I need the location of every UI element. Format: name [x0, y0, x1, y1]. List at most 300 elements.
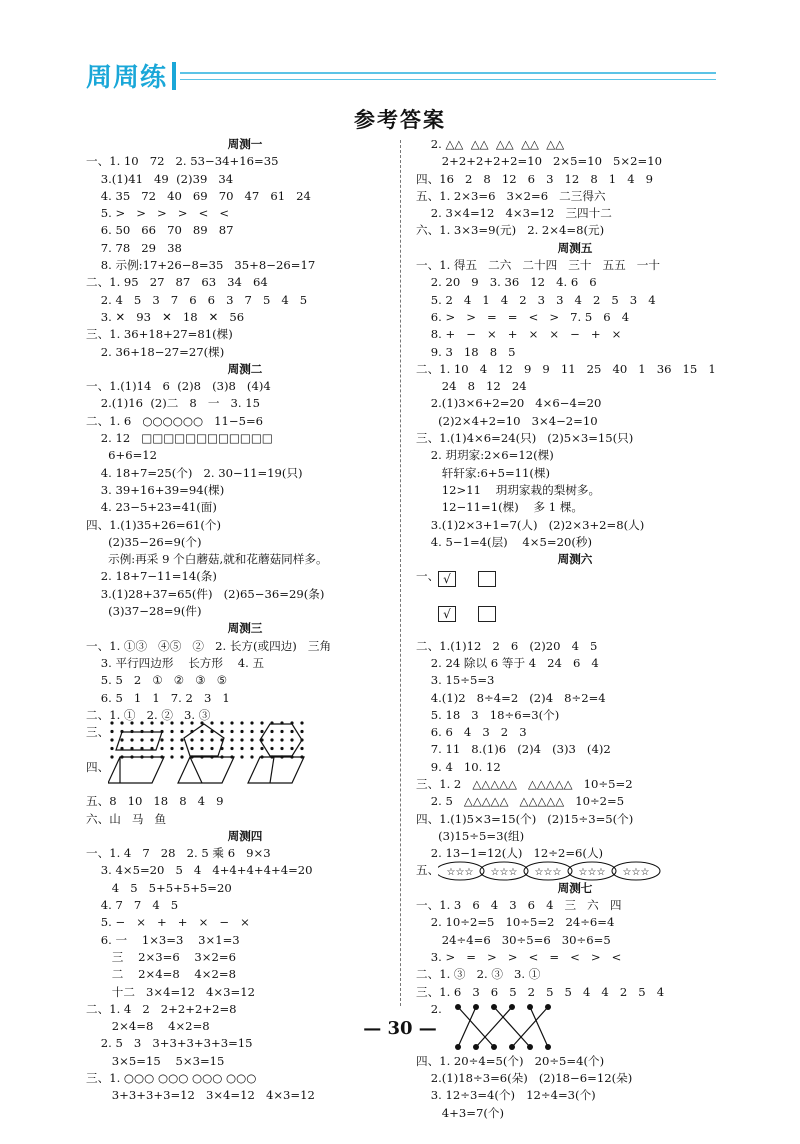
- answer-line: [416, 257, 734, 274]
- star-groups-figure: [438, 860, 668, 882]
- answer-line: [86, 551, 404, 568]
- answer-text: 四、1.(1)35+26=61(个): [86, 517, 221, 532]
- answer-text: 三、1.(1)4×6=24(只) (2)5×3=15(只): [416, 431, 634, 446]
- answer-line: [416, 344, 734, 361]
- answer-line: [86, 603, 404, 620]
- answer-text: 2. 13−1=12(人) 12÷2=6(人): [416, 846, 604, 861]
- answer-line: [86, 326, 404, 343]
- answer-text: 24 8 12 24: [416, 379, 527, 394]
- answer-line: [416, 1087, 734, 1104]
- answer-line: [416, 188, 734, 205]
- answer-line: [416, 793, 734, 810]
- figure: [438, 605, 496, 622]
- answer-text: 5. − × + + × − ×: [86, 915, 250, 930]
- answer-line: [416, 655, 734, 672]
- section-heading-text: 周测六: [557, 552, 593, 567]
- grid-dot: [260, 721, 263, 724]
- answer-line: [416, 482, 734, 499]
- grid-dot: [240, 721, 243, 724]
- answer-text: 2. 5 △△△△△ △△△△△ 10÷2=5: [416, 794, 625, 809]
- answer-line: [416, 430, 734, 447]
- answer-line: [416, 724, 734, 741]
- grid-dot: [180, 747, 183, 750]
- grid-dot: [290, 747, 293, 750]
- grid-dot: [220, 721, 223, 724]
- answer-line: [86, 447, 404, 464]
- answer-line: [86, 413, 404, 430]
- star-group: ☆☆☆: [490, 867, 518, 879]
- answer-line: [86, 517, 404, 534]
- grid-dot: [110, 738, 113, 741]
- parallelogram-shape: [248, 757, 304, 783]
- grid-dot: [140, 721, 143, 724]
- answer-text: 9. 4 10. 12: [416, 759, 501, 774]
- grid-dot: [170, 721, 173, 724]
- answer-text: (2)2×4+2=10 3×4−2=10: [416, 413, 598, 428]
- grid-dot: [190, 721, 193, 724]
- section-heading: [86, 361, 404, 378]
- match-dot: [473, 1044, 479, 1050]
- star-group: ☆☆☆: [446, 867, 474, 879]
- answer-text: 六、山 马 鱼: [86, 811, 167, 826]
- answer-text: 六、1. 3×3=9(元) 2. 2×4=8(元): [416, 223, 605, 238]
- answer-line: [86, 568, 404, 585]
- answer-text: 2. 36+18−27=27(棵): [86, 344, 225, 359]
- answer-text: 三、: [86, 725, 110, 740]
- answer-line: [416, 153, 734, 170]
- answer-line: [86, 205, 404, 222]
- grid-dot: [130, 721, 133, 724]
- answer-text: 3+3+3+3=12 3×4=12 4×3=12: [86, 1088, 315, 1103]
- answer-text: 3.(1)28+37=65(件) (2)65−36=29(条): [86, 586, 325, 601]
- grid-dot: [160, 738, 163, 741]
- answer-line: [416, 534, 734, 551]
- answer-line: [416, 586, 734, 603]
- answer-text: 3. ✕ 93 ✕ 18 ✕ 56: [86, 309, 245, 324]
- answer-line: [416, 517, 734, 534]
- grid-dot: [280, 730, 283, 733]
- answer-line: [416, 914, 734, 931]
- answer-line: [416, 136, 734, 153]
- answer-line: [416, 984, 734, 1001]
- answer-line: [416, 932, 734, 949]
- answer-text: 三、1. 6 3 6 5 2 5 5 4 4 2 5 4: [416, 984, 665, 999]
- answer-line: [86, 672, 404, 689]
- answer-text: 5. 18 3 18÷6=3(个): [416, 707, 560, 722]
- cut-line: [190, 757, 202, 783]
- answer-text: 3.(1)2×3+1=7(人) (2)2×3+2=8(人): [416, 517, 645, 532]
- answer-line: [86, 378, 404, 395]
- answer-text: 三、1. 2 △△△△△ △△△△△ 10÷5=2: [416, 776, 633, 791]
- grid-dot: [230, 730, 233, 733]
- grid-dot: [120, 738, 123, 741]
- grid-dot: [290, 738, 293, 741]
- answer-line: [416, 1001, 734, 1018]
- answer-text: 4+3=7(个): [416, 1105, 504, 1120]
- header-rule-thin: [180, 79, 716, 80]
- match-dot: [491, 1044, 497, 1050]
- grid-dot: [300, 721, 303, 724]
- grid-dot: [250, 747, 253, 750]
- cut-line: [270, 757, 274, 783]
- answer-line: [86, 257, 404, 274]
- answer-line: [416, 966, 734, 983]
- grid-dot: [110, 730, 113, 733]
- answer-text: 3. 平行四边形 长方形 4. 五: [86, 655, 265, 670]
- match-dot: [455, 1004, 461, 1010]
- answer-text: 一、1. ①③ ④⑤ ② 2. 长方(或四边) 三角: [86, 638, 332, 653]
- section-heading-text: 周测一: [227, 137, 263, 151]
- grid-dot: [200, 747, 203, 750]
- answer-text: 6+6=12: [86, 448, 158, 463]
- answer-line: [86, 171, 404, 188]
- answer-text: 12>11 玥玥家栽的梨树多。: [416, 482, 601, 497]
- figure: [438, 570, 496, 587]
- answer-text: 二、1. 10 4 12 9 9 11 25 40 1 36 15 1: [416, 361, 716, 376]
- answer-text: 4. 18+7=25(个) 2. 30−11=19(只): [86, 465, 303, 480]
- answer-line: [416, 499, 734, 516]
- answer-text: 一、: [416, 569, 440, 584]
- answer-text: 一、1. 10 72 2. 53−34+16=35: [86, 154, 279, 169]
- answer-text: 2. 5 3 3+3+3+3+3=15: [86, 1036, 253, 1051]
- answer-text: 十二 3×4=12 4×3=12: [86, 984, 255, 999]
- answer-text: 4. 7 7 4 5: [86, 898, 179, 913]
- answer-text: 二、1.(1)12 2 6 (2)20 4 5: [416, 638, 598, 653]
- figure: [108, 755, 308, 790]
- grid-dot: [240, 747, 243, 750]
- grid-dot: [180, 738, 183, 741]
- answer-text: (3)15÷5=3(组): [416, 828, 525, 843]
- answer-line: [86, 292, 404, 309]
- answer-line: [416, 222, 734, 239]
- answer-line: [86, 1087, 404, 1104]
- grid-dot: [150, 738, 153, 741]
- answer-line: [416, 672, 734, 689]
- answer-line: [86, 862, 404, 879]
- answer-text: 4. 5−1=4(层) 4×5=20(秒): [416, 534, 593, 549]
- answer-text: 3. 12÷3=4(个) 12÷4=3(个): [416, 1088, 596, 1103]
- answer-text: 6. > > = = < > 7. 5 6 4: [416, 309, 630, 324]
- answer-line: [416, 309, 734, 326]
- answer-text: 二、1. 6 ○○○○○○ 11−5=6: [86, 413, 264, 428]
- answer-line: [416, 274, 734, 291]
- answer-line: [86, 222, 404, 239]
- answer-text: 2.(1)16 (2)二 8 一 3. 15: [86, 396, 261, 411]
- answer-line: [416, 378, 734, 395]
- answer-text: 五、1. 2×3=6 3×2=6 二三得六: [416, 188, 606, 203]
- answer-text: 3. 15÷5=3: [416, 673, 495, 688]
- answer-text: 2. 10÷2=5 10÷5=2 24÷6=4: [416, 915, 615, 930]
- answer-line: [86, 638, 404, 655]
- answer-line: [86, 188, 404, 205]
- match-dot: [545, 1004, 551, 1010]
- answer-text: 2+2+2+2+2=10 2×5=10 5×2=10: [416, 154, 662, 169]
- answer-text: (2)35−26=9(个): [86, 534, 202, 549]
- answer-text: 轩轩家:6+5=11(棵): [416, 465, 551, 480]
- answer-line: [86, 1001, 404, 1018]
- section-heading: [86, 136, 404, 153]
- answer-line: [86, 914, 404, 931]
- parallelogram-shape: [178, 757, 234, 783]
- answer-line: [416, 949, 734, 966]
- grid-dot: [230, 738, 233, 741]
- answer-line: [416, 361, 734, 378]
- answer-line: [86, 759, 404, 776]
- check-icon: √: [438, 571, 456, 587]
- grid-dot: [110, 747, 113, 750]
- answer-line: [416, 759, 734, 776]
- grid-dot: [290, 730, 293, 733]
- grid-dot: [180, 721, 183, 724]
- answer-text: 三、1. ○○○ ○○○ ○○○ ○○○: [86, 1071, 257, 1086]
- star-group: ☆☆☆: [622, 867, 650, 879]
- answer-text: 5. > > > > < <: [86, 206, 230, 221]
- answer-text: 四、1.(1)5×3=15(个) (2)15÷3=5(个): [416, 811, 634, 826]
- answer-text: 三、1. 36+18+27=81(棵): [86, 327, 233, 342]
- star-group: ☆☆☆: [534, 867, 562, 879]
- parallelogram-shape: [108, 757, 164, 783]
- answer-text: 一、1. 3 6 4 3 6 4 三 六 四: [416, 898, 622, 913]
- grid-dot: [250, 721, 253, 724]
- grid-dot: [260, 730, 263, 733]
- answer-line: [416, 1105, 734, 1122]
- answer-line: [86, 1053, 404, 1070]
- answer-text: 6. 50 66 70 89 87: [86, 223, 234, 238]
- left-column: [86, 136, 404, 1105]
- answer-line: [416, 603, 734, 620]
- answer-line: [86, 724, 404, 741]
- answer-text: 2×4=8 4×2=8: [86, 1019, 210, 1034]
- answer-text: 7. 11 8.(1)6 (2)4 (3)3 (4)2: [416, 742, 611, 757]
- answer-text: 2.(1)18÷3=6(朵) (2)18−6=12(朵): [416, 1071, 633, 1086]
- answer-line: [86, 897, 404, 914]
- answer-line: [416, 395, 734, 412]
- answer-line: [86, 344, 404, 361]
- section-heading: [86, 828, 404, 845]
- answer-line: [416, 707, 734, 724]
- answer-text: 一、1.(1)14 6 (2)8 (3)8 (4)4: [86, 379, 271, 394]
- answer-text: 8. 示例:17+26−8=35 35+8−26=17: [86, 258, 316, 273]
- answer-text: 四、: [86, 759, 110, 774]
- grid-dot: [280, 747, 283, 750]
- answer-line: [86, 811, 404, 828]
- answer-text: 5. 5 2 ① ② ③ ⑤: [86, 673, 228, 688]
- answer-text: 2. 3×4=12 4×3=12 三四十二: [416, 206, 612, 221]
- grid-dot: [300, 730, 303, 733]
- answer-text: 24÷4=6 30÷5=6 30÷6=5: [416, 932, 611, 947]
- answer-text: 五、8 10 18 8 4 9: [86, 794, 224, 809]
- answer-line: [416, 690, 734, 707]
- grid-dot: [270, 747, 273, 750]
- answer-text: 6. 5 1 1 7. 2 3 1: [86, 690, 230, 705]
- answer-line: [416, 776, 734, 793]
- brand-logo: 周周练: [86, 63, 168, 93]
- match-dot: [527, 1004, 533, 1010]
- empty-box: [478, 606, 496, 622]
- answer-text: 2. 20 9 3. 36 12 4. 6 6: [416, 275, 597, 290]
- answer-text: 6. 一 1×3=3 3×1=3: [86, 932, 240, 947]
- parallelogram-split-figure: [108, 755, 308, 785]
- match-dot: [509, 1004, 515, 1010]
- answer-line: [86, 465, 404, 482]
- answer-line: [86, 655, 404, 672]
- answer-line: [86, 309, 404, 326]
- answer-line: [416, 862, 734, 879]
- answer-text: 四、1. 20÷4=5(个) 20÷5=4(个): [416, 1053, 605, 1068]
- grid-dot: [240, 730, 243, 733]
- grid-dot: [260, 747, 263, 750]
- grid-dot: [140, 738, 143, 741]
- answer-line: [86, 845, 404, 862]
- answer-text: 二、1. ③ 2. ③ 3. ①: [416, 967, 541, 982]
- answer-text: (3)37−28=9(件): [86, 604, 202, 619]
- grid-dot: [250, 738, 253, 741]
- answer-text: 3. 4×5=20 5 4 4+4+4+4+4=20: [86, 863, 313, 878]
- answer-line: [86, 240, 404, 257]
- check-box-row: [438, 571, 496, 585]
- grid-dot: [200, 738, 203, 741]
- match-dot: [473, 1004, 479, 1010]
- grid-dot: [210, 747, 213, 750]
- match-dot: [455, 1044, 461, 1050]
- answer-line: [416, 326, 734, 343]
- grid-dot: [200, 730, 203, 733]
- answer-line: [416, 292, 734, 309]
- grid-dot: [190, 738, 193, 741]
- answer-line: [86, 949, 404, 966]
- answer-line: [86, 880, 404, 897]
- answer-line: [416, 620, 734, 637]
- grid-dot: [160, 747, 163, 750]
- page-title: 参考答案: [354, 107, 446, 132]
- answer-text: 四、16 2 8 12 6 3 12 8 1 4 9: [416, 171, 654, 186]
- right-column: [416, 136, 734, 1122]
- answer-text: 2. △△ △△ △△ △△ △△: [416, 137, 565, 151]
- answer-line: [86, 274, 404, 291]
- grid-dot: [300, 747, 303, 750]
- grid-dot: [170, 730, 173, 733]
- answer-line: [86, 690, 404, 707]
- answer-text: 2. 玥玥家:2×6=12(棵): [416, 448, 554, 463]
- answer-line: [416, 811, 734, 828]
- answer-text: 2. 12 □□□□□□□□□□□□: [86, 431, 273, 446]
- answer-text: 7. 78 29 38: [86, 240, 182, 255]
- grid-dot: [210, 738, 213, 741]
- match-dot: [527, 1044, 533, 1050]
- answer-line: [86, 430, 404, 447]
- grid-dot: [160, 721, 163, 724]
- answer-text: 4. 35 72 40 69 70 47 61 24: [86, 188, 311, 203]
- answer-text: 12−11=1(棵) 多 1 棵。: [416, 500, 584, 515]
- answer-line: [86, 984, 404, 1001]
- answer-line: [86, 1070, 404, 1087]
- match-dot: [509, 1044, 515, 1050]
- answer-line: [416, 1070, 734, 1087]
- grid-dot: [270, 738, 273, 741]
- answer-text: 6. 6 4 3 2 3: [416, 725, 527, 740]
- answer-text: 9. 3 18 8 5: [416, 344, 516, 359]
- answer-text: 二、1. 4 2 2+2+2+2=8: [86, 1001, 237, 1016]
- section-heading-text: 周测七: [557, 880, 593, 895]
- grid-dot: [180, 730, 183, 733]
- grid-dot: [280, 738, 283, 741]
- check-box-row: [438, 606, 496, 620]
- answer-line: [86, 499, 404, 516]
- answer-text: 二、1. 95 27 87 63 34 64: [86, 275, 268, 290]
- answer-line: [86, 932, 404, 949]
- grid-dot: [250, 730, 253, 733]
- match-dot: [491, 1004, 497, 1010]
- grid-dot: [120, 721, 123, 724]
- answer-text: 一、1. 4 7 28 2. 5 乘 6 9×3: [86, 846, 271, 861]
- answer-line: [416, 741, 734, 758]
- answer-text: 3.(1)41 49 (2)39 34: [86, 171, 234, 186]
- answer-text: 3. 39+16+39=94(棵): [86, 482, 225, 497]
- answer-text: 一、1. 得五 二六 二十四 三十 五五 一十: [416, 258, 660, 273]
- answer-line: [416, 897, 734, 914]
- answer-text: 4 5 5+5+5+5=20: [86, 880, 232, 895]
- star-group: ☆☆☆: [578, 867, 606, 879]
- page-number: — 30 —: [363, 1018, 437, 1039]
- answer-line: [416, 828, 734, 845]
- answer-text: 3. > = > > < = < > <: [416, 949, 622, 964]
- answer-text: 2.: [416, 1001, 442, 1016]
- grid-dot: [230, 747, 233, 750]
- answer-text: 2. 18+7−11=14(条): [86, 569, 217, 584]
- answer-text: 2. 4 5 3 7 6 6 3 7 5 4 5: [86, 292, 308, 307]
- check-icon: √: [438, 606, 456, 622]
- grid-dot: [170, 738, 173, 741]
- grid-dot: [220, 730, 223, 733]
- grid-dot: [130, 738, 133, 741]
- figure: [438, 860, 668, 887]
- section-heading: [86, 620, 404, 637]
- section-heading-text: 周测四: [227, 828, 263, 843]
- grid-dot: [150, 721, 153, 724]
- brand-bar: [172, 62, 176, 90]
- grid-dot: [240, 738, 243, 741]
- section-heading-text: 周测五: [557, 240, 593, 255]
- section-heading: [416, 551, 734, 568]
- answer-line: [86, 534, 404, 551]
- answer-line: [86, 586, 404, 603]
- grid-dot: [110, 721, 113, 724]
- grid-dot: [230, 721, 233, 724]
- answer-text: 三 2×3=6 3×2=6: [86, 949, 236, 964]
- answer-line: [86, 482, 404, 499]
- answer-line: [416, 465, 734, 482]
- section-heading: [416, 240, 734, 257]
- pentagon-shape: [184, 724, 224, 756]
- grid-dot: [270, 730, 273, 733]
- answer-text: 二、1. ① 2. ② 3. ③: [86, 707, 211, 722]
- grid-dot: [170, 747, 173, 750]
- section-heading-text: 周测三: [227, 621, 263, 636]
- answer-text: 示例:再采 9 个白蘑菇,就和花蘑菇同样多。: [86, 552, 328, 567]
- answer-text: 2. 24 除以 6 等于 4 24 6 4: [416, 655, 599, 670]
- empty-box: [478, 571, 496, 587]
- answer-line: [416, 205, 734, 222]
- answer-line: [416, 171, 734, 188]
- grid-dot: [210, 721, 213, 724]
- match-dot: [545, 1044, 551, 1050]
- answer-text: 二 2×4=8 4×2=8: [86, 967, 236, 982]
- answer-line: [416, 413, 734, 430]
- answer-text: 4. 23−5+23=41(面): [86, 500, 217, 515]
- answer-line: [416, 568, 734, 585]
- answer-text: 2.(1)3×6+2=20 4×6−4=20: [416, 396, 602, 411]
- answer-line: [86, 153, 404, 170]
